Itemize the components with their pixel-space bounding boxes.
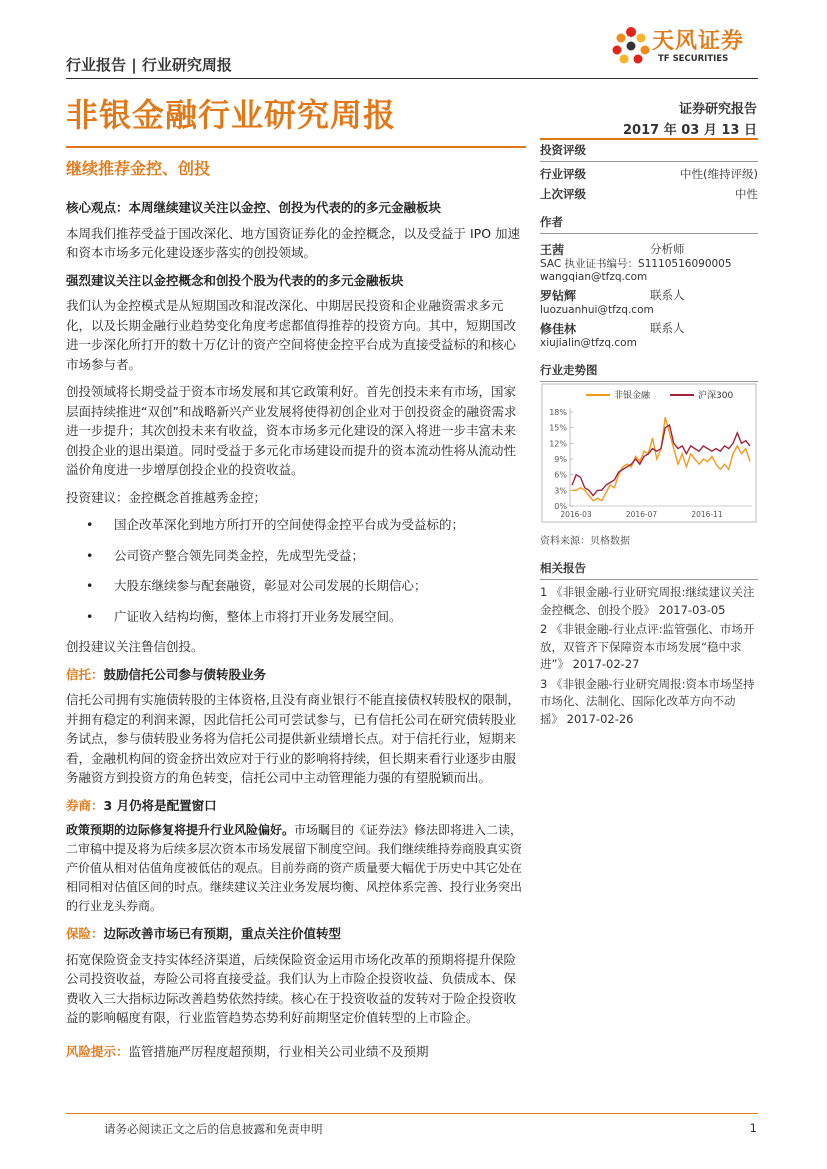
trust-heading-text: 鼓励信托公司参与债转股业务 <box>103 666 267 682</box>
authors-divider <box>540 233 758 234</box>
page-number: 1 <box>749 1121 757 1135</box>
insurance-label: 保险： <box>66 926 104 941</box>
series-line <box>572 425 750 496</box>
main-content <box>66 198 524 1069</box>
subtitle-divider <box>66 146 526 148</box>
paragraph: 创投领域将长期受益于资本市场发展和其它政策利好。首先创投未来有市场，国家层面持续推进“双创”和战略新兴产业发展将使得初创企业对于创投资金的融资需求进一步提升；其次创投未来有收益，资本市场多元化建设的深入将进一步丰富未来创投企业的退出渠道。同时受益于多元化市场建设而提升的资本流动性将从流动性溢价角度进一步增厚创投企业的投资收益。 <box>66 384 517 477</box>
footer-divider <box>66 1113 758 1114</box>
author-name: 修佳林 <box>540 322 577 336</box>
bullet-item: • 公司资产整合领先同类金控，先成型先受益； <box>94 546 524 566</box>
report-type: 证券研究报告 <box>678 102 757 117</box>
authors-section <box>540 214 758 350</box>
authors-section-title: 作者 <box>540 215 563 229</box>
section-heading: 强烈建议关注以金控概念和创投个股为代表的的多元金融板块 <box>66 272 404 288</box>
chart-source: 资料来源：贝格数据 <box>540 536 630 547</box>
author-email[interactable]: luozuanhui@tfzq.com <box>540 304 654 316</box>
y-tick-label: 12% <box>549 439 567 449</box>
y-tick-label: 9% <box>554 455 567 464</box>
paragraph: 创投建议关注鲁信创投。 <box>66 639 204 654</box>
logo-text: 天风证券 <box>652 29 745 54</box>
risk-paragraph <box>66 1042 524 1062</box>
author-name: 王茜 <box>540 243 565 257</box>
y-tick-label: 18% <box>549 408 567 417</box>
rating-divider <box>540 161 758 162</box>
insurance-heading-text: 边际改善市场已有预期，重点关注价值转型 <box>103 926 342 941</box>
broker-text: 市场瞩目的《证券法》修法即将进入二读，二审稿中提及将为后续多层次资本市场发展留下制度空间。我们继续维持券商股真实资产价值从相对估值角度被低估的观点。目前券商的资产质量要大幅优于历史中其它处在相同相对估值区间的时点。继续建议关注业务发展均衡、风控体系完善、投行业务突出的行业龙头券商。 <box>66 823 523 913</box>
series-line <box>572 417 750 501</box>
author-role: 分析师 <box>650 242 685 256</box>
tf-logo-icon <box>612 26 650 66</box>
paragraph: 投资建议：金控概念首推越秀金控； <box>66 489 267 505</box>
trust-label: 信托： <box>66 666 104 682</box>
related-divider <box>540 579 758 580</box>
risk-text: 监管措施严厉程度超预期，行业相关公司业绩不及预期 <box>128 1043 429 1059</box>
core-paragraph: 本周我们推荐受益于国改深化、地方国资证券化的金控概念，以及受益于 IPO 加速和资本市场多元化建设逐步落实的创投领域。 <box>66 225 521 260</box>
legend-label: 沪深300 <box>698 391 734 401</box>
related-report-link[interactable]: 3 《非银金融-行业研究周报:资本市场坚持市场化、法制化、国际化改革方向不动摇》 2017-02-26 <box>540 676 755 726</box>
x-tick-label: 2016-07 <box>625 510 658 519</box>
author-entry <box>540 287 758 304</box>
x-tick-label: 2016-03 <box>560 510 592 519</box>
rating-label: 上次评级 <box>540 187 586 201</box>
footer-disclaimer: 请务必阅读正文之后的信息披露和免责申明 <box>104 1122 323 1136</box>
author-name: 罗钻辉 <box>540 289 577 303</box>
trend-chart-title: 行业走势图 <box>540 363 598 377</box>
related-report-link[interactable]: 2 《非银金融-行业点评:监管强化、市场开放，双管齐下保障资本市场发展“稳中求进”》 2017-02-27 <box>540 622 755 671</box>
legend-label: 非银金融 <box>614 391 651 401</box>
related-section-title: 相关报告 <box>540 561 586 575</box>
rating-value: 中性(维持评级) <box>680 167 758 181</box>
report-category: 行业报告 | 行业研究周报 <box>66 56 232 74</box>
broker-label: 券商： <box>66 797 104 813</box>
rating-value: 中性 <box>735 187 758 201</box>
sidebar-divider <box>540 138 758 140</box>
author-role: 联系人 <box>650 288 685 302</box>
broker-heading-text: 3 月仍将是配置窗口 <box>103 797 217 813</box>
trend-line-chart <box>540 382 758 524</box>
risk-label: 风险提示： <box>66 1043 129 1059</box>
author-email[interactable]: wangqian@tfzq.com <box>540 271 648 283</box>
insurance-heading <box>66 924 524 944</box>
rating-row <box>540 184 758 204</box>
rating-section-title: 投资评级 <box>540 143 586 157</box>
rating-row <box>540 164 758 184</box>
x-tick-label: 2016-11 <box>691 510 723 519</box>
broker-heading <box>66 796 524 816</box>
logo-subtext: TF SECURITIES <box>658 54 729 64</box>
paragraph: 我们认为金控模式是从短期国改和混改深化、中期居民投资和企业融资需求多元化，以及长期金融行业趋势变化角度考虑都值得推荐的投资方向。其中，短期国改进一步深化所打开的数十万亿计的资产空间将使金控平台成为直接受益标的和核心市场参与者。 <box>66 298 517 372</box>
insurance-paragraph: 拓宽保险资金支持实体经济渠道，后续保险资金运用市场化改革的预期将提升保险公司投资收益，寿险公司将直接受益。我们认为上市险企投资收益、负债成本、保费收入三大指标边际改善趋势依然持续。核心在于投资收益的发转对于险企投资收益的影响幅度有限，行业监管趋势态势利好前期坚定价值转型的上市险企。 <box>66 951 517 1025</box>
broker-lead: 政策预期的边际修复将提升行业风险偏好。 <box>66 823 295 837</box>
page-subtitle: 继续推荐金控、创投 <box>66 159 211 178</box>
rating-label: 行业评级 <box>540 167 586 181</box>
core-heading: 核心观点：本周继续建议关注以金控、创投为代表的的多元金融板块 <box>66 200 442 215</box>
broker-paragraph <box>66 821 524 916</box>
trust-paragraph: 信托公司拥有实施债转股的主体资格,且没有商业银行不能直接债权转股权的限制，并拥有稳定的利润来源，因此信托公司可尝试参与，已有信托公司在研究债转股业务试点，参与债转股业务将为信托公司提供新业绩增长点。对于信托行业，短期来看，金融机构间的资金挤出效应对于行业的影响将持续，但长期来看行业逐步由服务融资方到投资方的角色转变，信托公司中主动管理能力强的有望脱颖而出。 <box>66 692 520 785</box>
header-divider <box>66 78 758 79</box>
author-email[interactable]: xiujialin@tfzq.com <box>540 337 637 349</box>
report-date: 2017 年 03 月 13 日 <box>623 123 757 138</box>
bullet-item: • 广证收入结构均衡，整体上市将打开业务发展空间。 <box>94 607 524 627</box>
trust-heading <box>66 665 524 685</box>
author-role: 联系人 <box>650 321 685 335</box>
rating-section <box>540 142 758 204</box>
trend-chart-section <box>540 362 758 382</box>
y-tick-label: 15% <box>549 423 567 433</box>
related-section <box>540 560 758 730</box>
author-entry <box>540 241 758 258</box>
bullet-item: • 国企改革深化到地方所打开的空间使得金控平台成为受益标的； <box>94 515 524 535</box>
page-title: 非银金融行业研究周报 <box>66 96 397 134</box>
bullet-item: • 大股东继续参与配套融资，彰显对公司发展的长期信心； <box>94 576 524 596</box>
bullet-list <box>66 515 524 626</box>
y-tick-label: 6% <box>554 470 567 480</box>
y-tick-label: 3% <box>554 486 567 496</box>
author-entry <box>540 320 758 337</box>
y-tick-label: 0% <box>554 502 567 511</box>
author-cert: SAC 执业证书编号：S1110516090005 <box>540 258 732 270</box>
related-report-link[interactable]: 1 《非银金融-行业研究周报:继续建议关注金控概念、创投个股》 2017-03-05 <box>540 585 755 617</box>
